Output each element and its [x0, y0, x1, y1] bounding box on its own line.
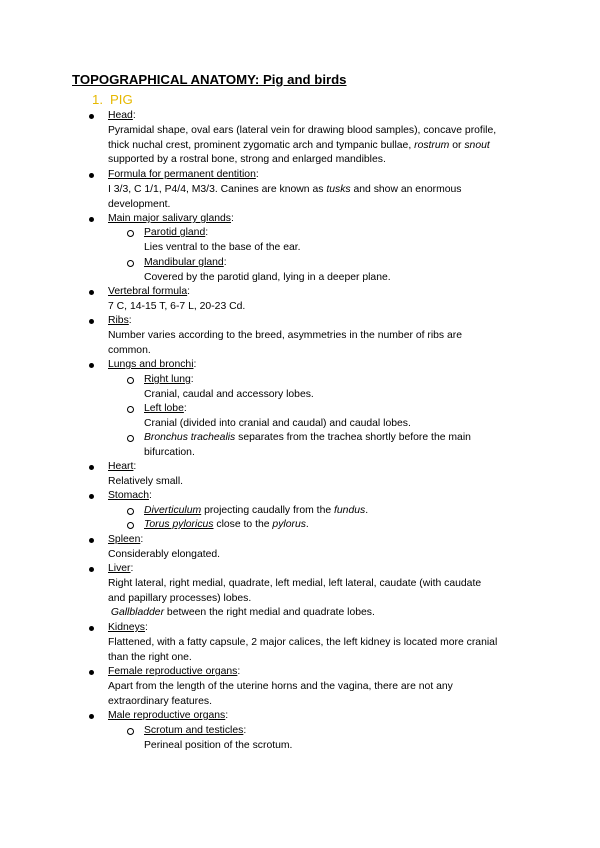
sub-text: Cranial, caudal and accessory lobes. — [144, 388, 314, 400]
bullet-icon — [89, 670, 94, 675]
term-torus: Torus pyloricus — [144, 519, 214, 530]
hollow-bullet-icon — [127, 230, 134, 237]
item-text: development. — [108, 198, 171, 210]
item-text: Right lateral, right medial, quadrate, left medial, left lateral, caudate (with caudate — [108, 577, 482, 589]
hollow-bullet-icon — [127, 377, 134, 384]
sub-item-diverticulum: Diverticulum projecting caudally from the fundus. — [144, 504, 526, 519]
term-snout: snout — [464, 139, 490, 151]
sub-item-right-lung: Right lung: Cranial, caudal and accessory lobes. — [144, 373, 526, 403]
hollow-bullet-icon — [127, 508, 134, 515]
sub-text: Perineal position of the scrotum. — [144, 739, 293, 751]
item-text: Number varies according to the breed, asymmetries in the number of ribs are — [108, 329, 463, 341]
bullet-icon — [89, 626, 94, 631]
bullet-icon — [89, 319, 94, 324]
sub-text: Cranial (divided into cranial and caudal) and caudal lobes. — [144, 417, 411, 429]
item-heading: Male reproductive organs — [108, 710, 226, 721]
sub-item-mandibular: Mandibular gland: Covered by the parotid gland, lying in a deeper plane. — [144, 256, 526, 286]
item-heading: Lungs and bronchi — [108, 359, 194, 370]
sub-text: projecting caudally from the — [204, 505, 332, 516]
list-item-liver: Liver: Right lateral, right medial, quadrate, left medial, left lateral, caudate (with caudate and papillary processes) lobes. Gallbladder between the right medial and quadrate lobes. — [108, 562, 526, 621]
list-item-salivary: Main major salivary glands: — [108, 212, 526, 227]
bullet-icon — [89, 538, 94, 543]
bullet-icon — [89, 290, 94, 295]
section-number: 1. — [92, 92, 103, 107]
sub-text: Covered by the parotid gland, lying in a deeper plane. — [144, 271, 391, 283]
term-fundus: fundus — [334, 505, 366, 516]
item-heading: Formula for permanent dentition — [108, 169, 256, 180]
term-pylorus: pylorus — [272, 519, 306, 530]
list-item-female: Female reproductive organs: Apart from the length of the uterine horns and the vagina, there are not any extraordinary features. — [108, 665, 526, 709]
list-item-heart: Heart: Relatively small. — [108, 460, 526, 490]
item-text: or — [452, 139, 462, 151]
item-heading: Head — [108, 110, 133, 121]
item-text: Flattened, with a fatty capsule, 2 major calices, the left kidney is located more cranial — [108, 636, 498, 648]
item-heading: Spleen — [108, 534, 141, 545]
hollow-bullet-icon — [127, 260, 134, 267]
list-item-lungs: Lungs and bronchi: — [108, 358, 526, 373]
item-heading: Stomach — [108, 490, 150, 501]
list-item-vertebral: Vertebral formula: 7 C, 14-15 T, 6-7 L, 20-23 Cd. — [108, 285, 526, 315]
bullet-icon — [89, 217, 94, 222]
item-text: extraordinary features. — [108, 695, 212, 707]
item-text: Considerably elongated. — [108, 548, 221, 560]
item-heading: Kidneys — [108, 622, 145, 633]
sub-text: Lies ventral to the base of the ear. — [144, 241, 301, 253]
item-text: I 3/3, C 1/1, P4/4, M3/3. Canines are known as — [108, 183, 324, 195]
sub-heading: Scrotum and testicles — [144, 725, 244, 736]
item-text: and show an enormous — [353, 183, 462, 195]
sub-item-bronchus — [144, 431, 526, 461]
hollow-bullet-icon — [127, 435, 134, 442]
item-heading: Liver — [108, 563, 131, 574]
item-heading: Female reproductive organs — [108, 666, 238, 677]
item-heading: Vertebral formula — [108, 286, 188, 297]
sub-item-torus: Torus pyloricus close to the pylorus. — [144, 518, 526, 533]
term-gallbladder: Gallbladder — [110, 607, 165, 619]
term-tusks: tusks — [326, 183, 351, 195]
section-label: PIG — [110, 92, 133, 107]
item-text: between the right medial and quadrate lobes. — [166, 607, 375, 619]
item-text: Relatively small. — [108, 475, 184, 487]
item-text: Apart from the length of the uterine horns and the vagina, there are not any — [108, 680, 453, 692]
bullet-icon — [89, 714, 94, 719]
item-text: 7 C, 14-15 T, 6-7 L, 20-23 Cd. — [108, 300, 246, 312]
item-heading: Main major salivary glands — [108, 213, 232, 224]
term-bronchus: Bronchus trachealis — [144, 432, 236, 443]
term-diverticulum: Diverticulum — [144, 505, 202, 516]
hollow-bullet-icon — [127, 522, 134, 529]
hollow-bullet-icon — [127, 728, 134, 735]
list-item-head: Head: Pyramidal shape, oval ears (lateral vein for drawing blood samples), concave profile, thick nuchal crest, prominent zygomatic arch and tympanic bullae, rostrum or snout supported by a rostral bone, strong and enlarged mandibles. — [108, 109, 526, 168]
list-item-dentition: Formula for permanent dentition: I 3/3, C 1/1, P4/4, M3/3. Canines are known as tusks and show an enormous development. — [108, 168, 526, 212]
item-heading: Heart — [108, 461, 134, 472]
section-heading — [92, 92, 133, 107]
list-item-kidneys: Kidneys: Flattened, with a fatty capsule, 2 major calices, the left kidney is located more cranial than the right one. — [108, 621, 526, 665]
document-title: TOPOGRAPHICAL ANATOMY: Pig and birds — [72, 72, 347, 87]
bullet-icon — [89, 465, 94, 470]
item-text: and papillary processes) lobes. — [108, 592, 252, 604]
sub-heading: Left lobe — [144, 403, 184, 414]
sub-text: separates from the trachea shortly before the main — [238, 432, 471, 443]
item-text: than the right one. — [108, 651, 192, 663]
sub-text: bifurcation. — [144, 446, 195, 458]
sub-item-scrotum: Scrotum and testicles: Perineal position of the scrotum. — [144, 724, 526, 754]
sub-heading: Parotid gland — [144, 227, 206, 238]
sub-item-parotid: Parotid gland: Lies ventral to the base of the ear. — [144, 226, 526, 256]
item-text: common. — [108, 344, 151, 356]
term-rostrum: rostrum — [414, 139, 450, 151]
bullet-icon — [89, 567, 94, 572]
list-item-ribs: Ribs: Number varies according to the breed, asymmetries in the number of ribs are common. — [108, 314, 526, 358]
item-text: supported by a rostral bone, strong and enlarged mandibles. — [108, 154, 386, 166]
item-text: thick nuchal crest, prominent zygomatic arch and tympanic bullae, — [108, 139, 412, 151]
bullet-icon — [89, 363, 94, 368]
item-heading: Ribs — [108, 315, 129, 326]
bullet-icon — [89, 494, 94, 499]
bullet-icon — [89, 173, 94, 178]
bullet-icon — [89, 114, 94, 119]
item-text: Pyramidal shape, oval ears (lateral vein for drawing blood samples), concave profile, — [108, 124, 497, 136]
list-item-spleen: Spleen: Considerably elongated. — [108, 533, 526, 563]
sub-heading: Right lung — [144, 374, 191, 385]
hollow-bullet-icon — [127, 406, 134, 413]
sub-text: close to the — [216, 519, 270, 530]
sub-item-left-lobe: Left lobe: Cranial (divided into cranial and caudal) and caudal lobes. — [144, 402, 526, 432]
sub-heading: Mandibular gland — [144, 257, 224, 268]
list-item-stomach: Stomach: — [108, 489, 526, 504]
list-item-male: Male reproductive organs: — [108, 709, 526, 724]
